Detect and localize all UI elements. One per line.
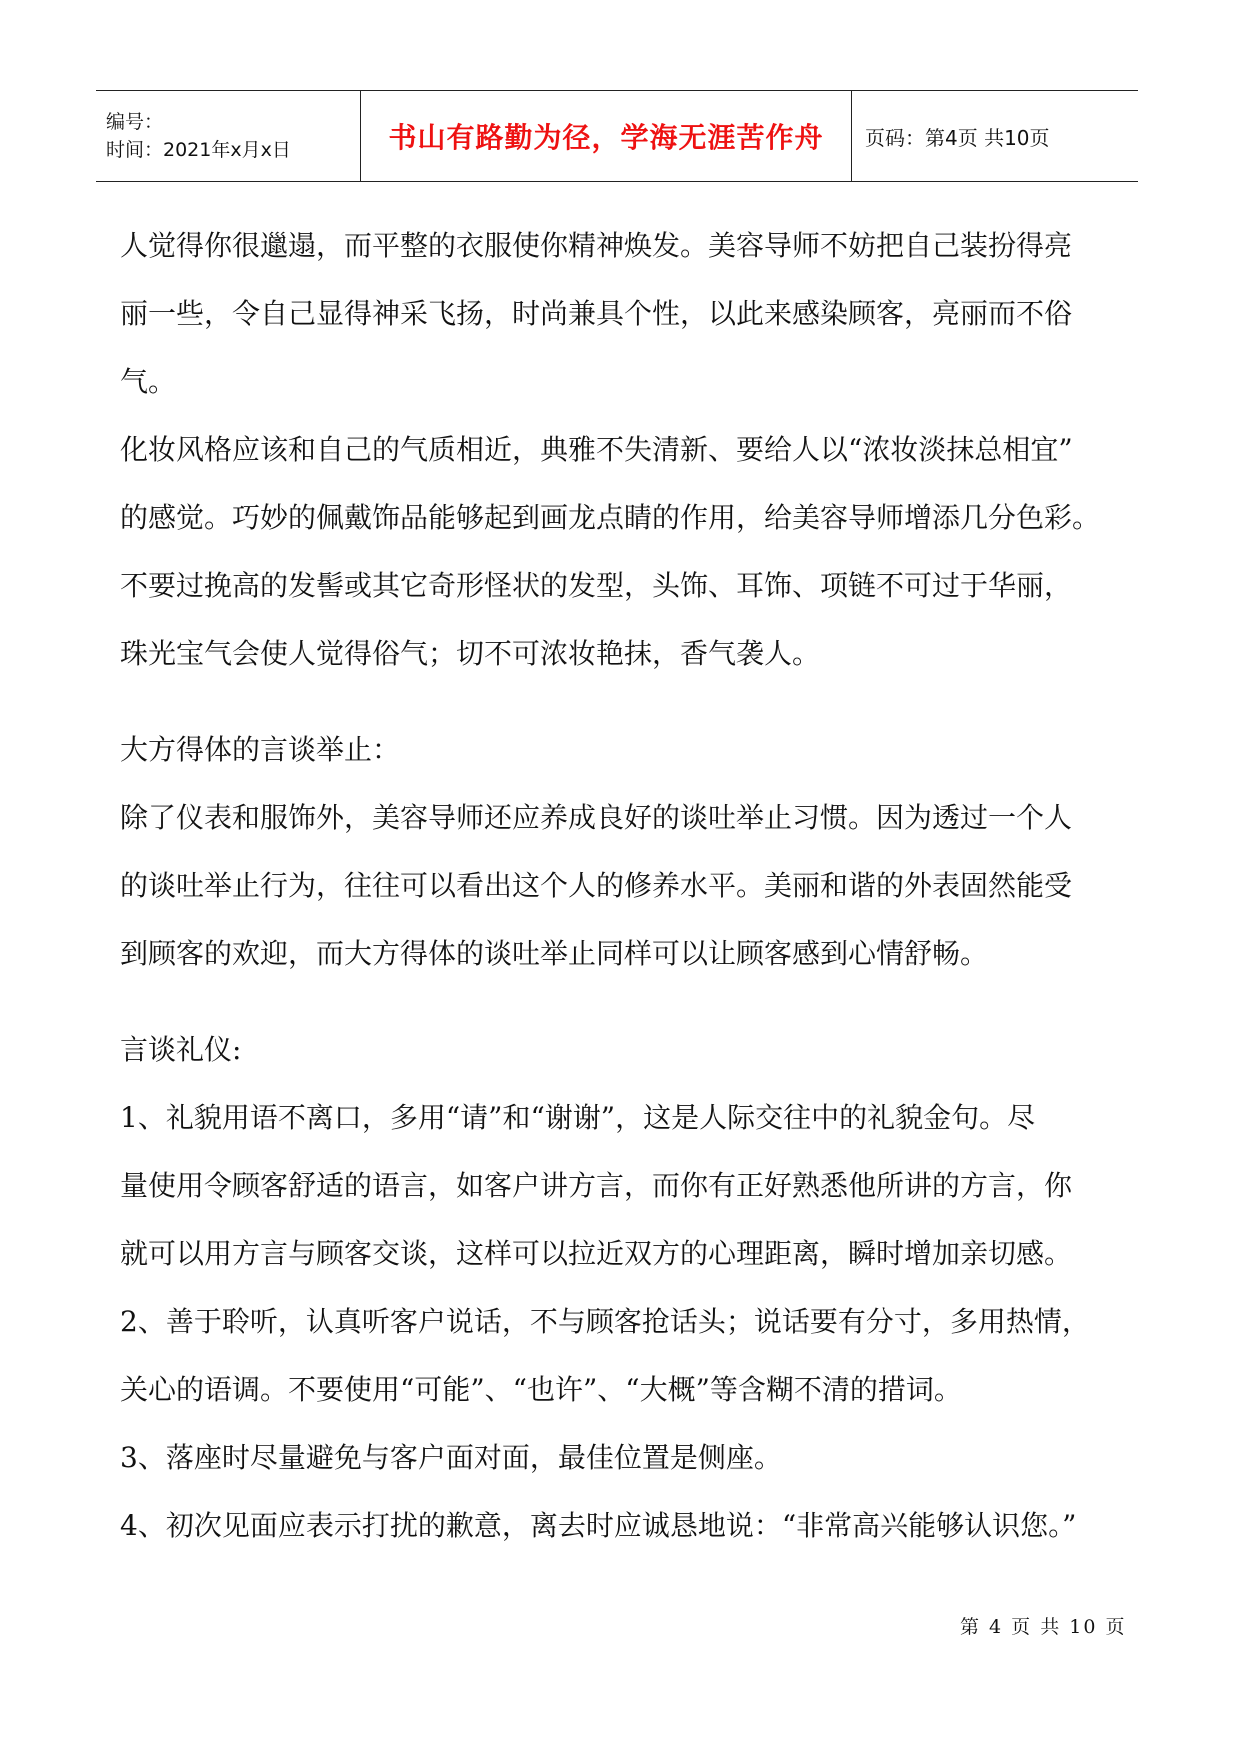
body-line: 3、落座时尽量避免与客户面对面，最佳位置是侧座。 [120,1441,782,1474]
body-line: 化妆风格应该和自己的气质相近，典雅不失清新、要给人以“浓妆淡抹总相宜” [120,433,1073,466]
body-line: 4、初次见面应表示打扰的歉意，离去时应诚恳地说：“非常高兴能够认识您。” [120,1509,1077,1542]
document-number-label: 编号： [106,111,164,133]
header-page-number: 页码：第4页 共10页 [865,125,1050,150]
section-heading: 大方得体的言谈举止： [120,733,401,766]
header-page-cell [852,91,1138,181]
body-line: 到顾客的欢迎，而大方得体的谈吐举止同样可以让顾客感到心情舒畅。 [120,937,989,970]
header-motto-cell [361,91,852,181]
paragraph-gap [120,688,1120,716]
body-line: 气。 [120,365,177,398]
header-motto: 书山有路勤为径，学海无涯苦作舟 [388,121,824,154]
page-footer [960,1612,1126,1639]
page-header [96,90,1138,182]
body-line: 除了仪表和服饰外，美容导师还应养成良好的谈吐举止习惯。因为透过一个人 [120,801,1073,834]
body-line: 的谈吐举止行为，往往可以看出这个人的修养水平。美丽和谐的外表固然能受 [120,869,1073,902]
body-line: 2、善于聆听，认真听客户说话，不与顾客抢话头；说话要有分寸，多用热情， [120,1305,1090,1338]
body-line: 关心的语调。不要使用“可能”、“也许”、“大概”等含糊不清的措词。 [120,1373,962,1406]
body-line: 就可以用方言与顾客交谈，这样可以拉近双方的心理距离，瞬时增加亲切感。 [120,1237,1073,1270]
body-line: 丽一些，令自己显得神采飞扬，时尚兼具个性，以此来感染顾客，亮丽而不俗 [120,297,1073,330]
section-heading: 言谈礼仪: [120,1033,242,1066]
document-time-label: 时间：2021年x月x日 [106,139,291,161]
body-line: 的感觉。巧妙的佩戴饰品能够起到画龙点睛的作用，给美容导师增添几分色彩。 [120,501,1101,534]
document-body [120,212,1120,1560]
body-line: 珠光宝气会使人觉得俗气；切不可浓妆艳抹，香气袭人。 [120,637,821,670]
body-line: 1、礼貌用语不离口，多用“请”和“谢谢”，这是人际交往中的礼貌金句。尽 [120,1101,1036,1134]
paragraph-gap [120,988,1120,1016]
body-line: 人觉得你很邋遢，而平整的衣服使你精神焕发。美容导师不妨把自己装扮得亮 [120,229,1073,262]
body-line: 不要过挽高的发髻或其它奇形怪状的发型，头饰、耳饰、项链不可过于华丽， [120,569,1073,602]
footer-page-number: 第 4 页 共 10 页 [960,1616,1127,1638]
header-meta [96,91,361,181]
body-line: 量使用令顾客舒适的语言，如客户讲方言，而你有正好熟悉他所讲的方言，你 [120,1169,1073,1202]
